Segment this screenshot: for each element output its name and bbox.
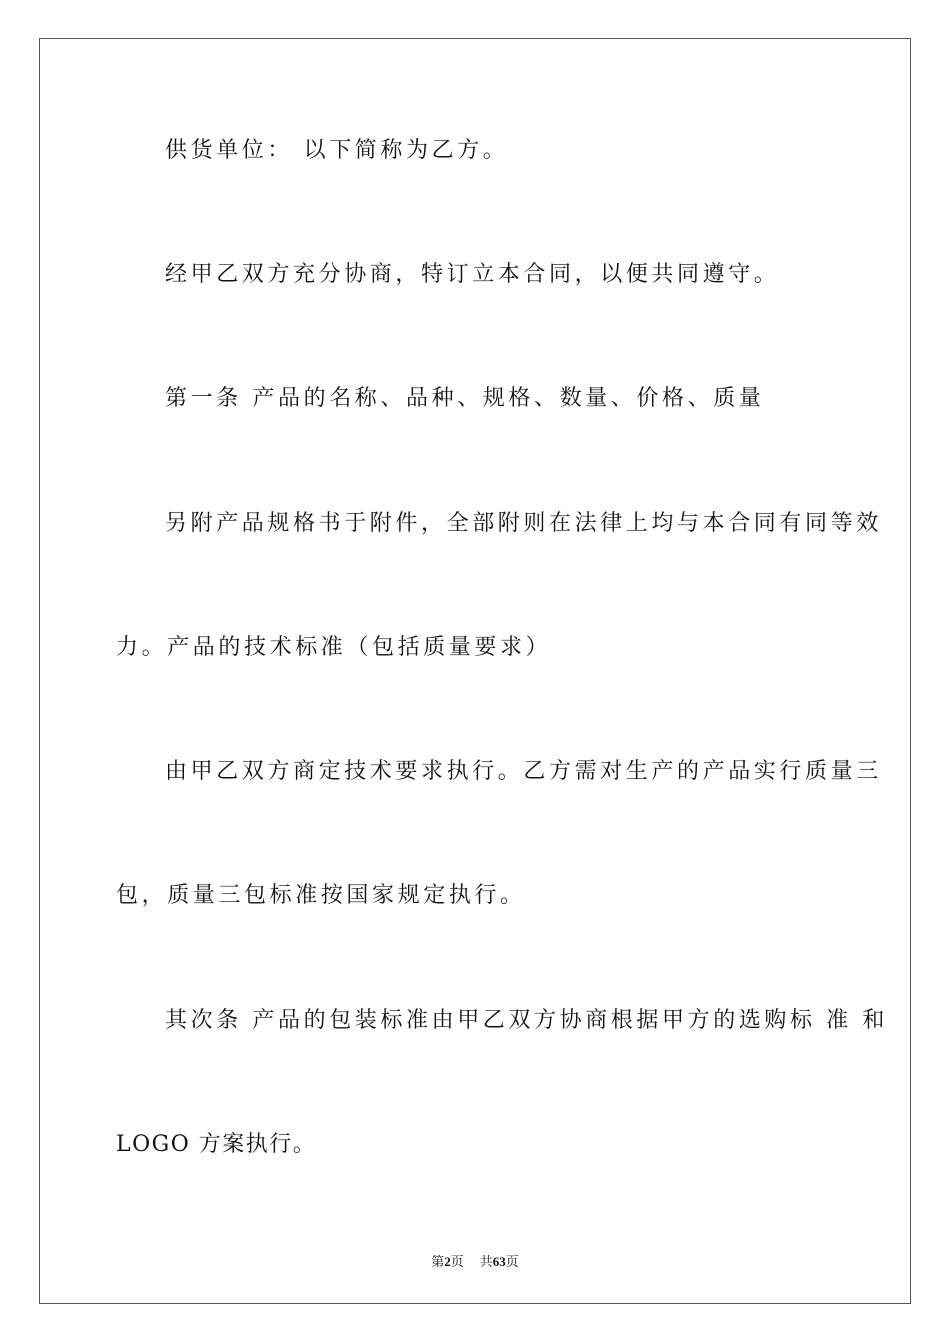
footer-total-pages: 63 xyxy=(492,1254,506,1269)
text-line-8: 其次条 产品的包装标准由甲乙双方协商根据甲方的选购标 准 和 xyxy=(165,1008,888,1033)
page-footer xyxy=(0,1251,950,1270)
footer-page-number: 2 xyxy=(444,1254,451,1269)
text-line-9: LOGO 方案执行。 xyxy=(116,1132,317,1157)
text-line-2: 经甲乙双方充分协商，特订立本合同，以便共同遵守。 xyxy=(165,262,780,287)
footer-page-prefix: 第 xyxy=(431,1255,445,1270)
page-frame xyxy=(39,38,911,1304)
footer-page-suffix: 页 xyxy=(450,1255,464,1270)
footer-total-suffix: 页 xyxy=(505,1255,519,1270)
text-line-6: 由甲乙双方商定技术要求执行。乙方需对生产的产品实行质量三 xyxy=(165,759,882,784)
text-line-5: 力。产品的技术标准（包括质量要求） xyxy=(116,635,552,660)
text-line-1: 供货单位： 以下简称为乙方。 xyxy=(165,138,509,163)
footer-total-prefix: 共 xyxy=(479,1255,493,1270)
text-line-7: 包，质量三包标准按国家规定执行。 xyxy=(116,883,526,908)
text-line-3: 第一条 产品的名称、品种、规格、数量、价格、质量 xyxy=(165,386,765,411)
text-line-4: 另附产品规格书于附件，全部附则在法律上均与本合同有同等效 xyxy=(165,511,882,536)
